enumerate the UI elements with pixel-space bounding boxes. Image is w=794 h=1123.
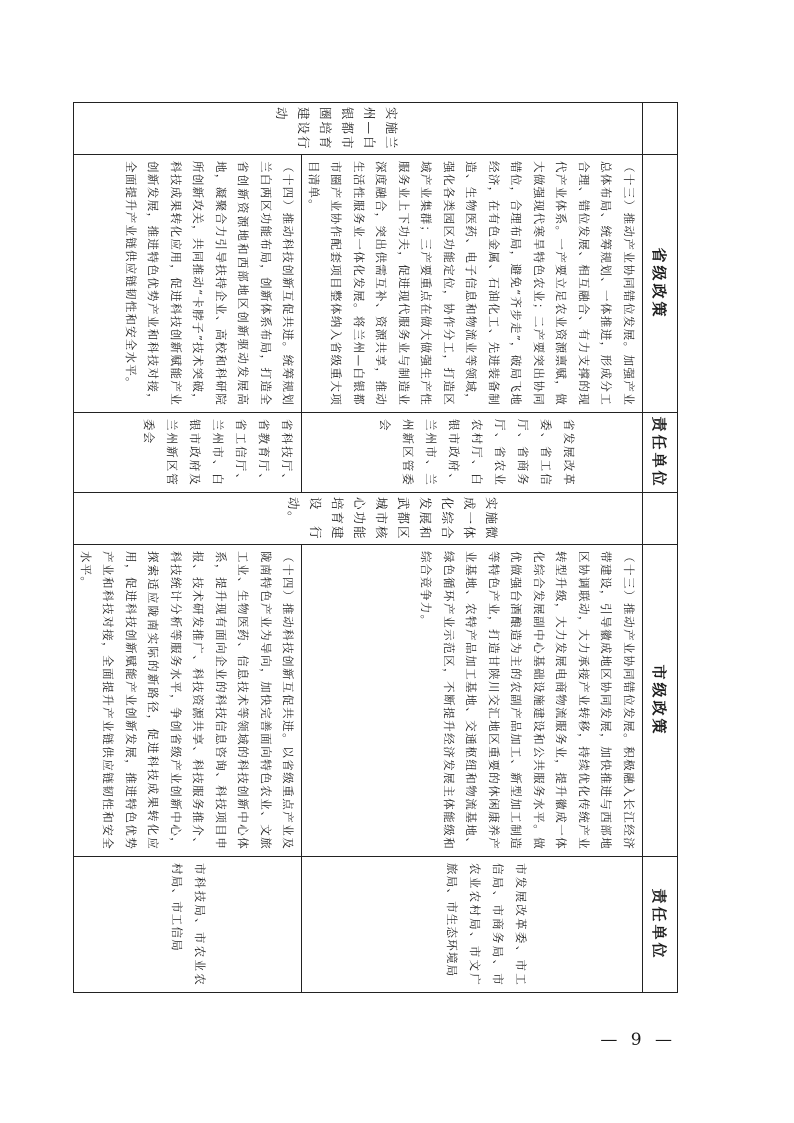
table-row bbox=[302, 103, 643, 993]
page-number: — 9 — bbox=[600, 1030, 676, 1050]
city-category-text: 实施微成一体化综合发展和武都区城市核心功能培育建设行动。 bbox=[286, 497, 499, 540]
policy-table bbox=[74, 102, 679, 993]
provincial-unit-cell bbox=[74, 413, 302, 493]
provincial-policy-text: （十三）推动产业协同错位发展。加强产业总体布局、统筹规划、一体推进，形成分工合理、错位发展、相互融合、有力支撑的现代产业体系。一产要立足农业资源禀赋，做大做强现代寒旱特色农业；二产要突出协同错位，合理布局，避免“齐步走”，破局飞地经济，在有色金属、石油化工、先进装备制造、生物医药、电子信息和物流业等领域，强化各类园区功能定位，协作分工，打造区域产业集群；三产要重点在做大做强生产性服务业上下功夫，促进现代服务业与制造业深度融合，突出供需互补、资源共享，推动生活性服务业一体化发展。将兰州—白银都市圈产业协作配套项目整体纳入省级重大项目清单。 bbox=[307, 161, 636, 406]
header-category bbox=[643, 103, 678, 155]
header-provincial-policy: 省级政策 bbox=[643, 155, 678, 413]
city-policy-cell bbox=[74, 545, 302, 857]
city-policy-text: （十三）推动产业协同错位发展。积极融入长江经济带建设，引导徽成地区协同发展，加快推进与西部地区协调联动，大力承接产业转移，持续优化传统产业转型升级，大力发展电商物流服务业，提升徽成一体化综合发展副中心基础设施建设和公共服务水平。做优做强台酒酿造为主的农副产品加工、新型加工制造等特色产业，打造甘陕川交汇地区重要的休闲康养产业基地、农特产品加工基地、交通枢纽和物流基地、绿色循环产业示范区，不断提升经济发展主体能级和综合竞争力。 bbox=[419, 551, 636, 850]
provincial-unit-text: 省发展改革委、省工信厅、省商务厅、省农业农村厅、白银市政府、兰州市、兰州新区管委会 bbox=[378, 419, 576, 486]
city-unit-text: 市发展改革委、市工信局、市商务局、市农业农村局、市文广旅局、市生态环境局 bbox=[445, 863, 528, 986]
table-row bbox=[74, 103, 302, 993]
header-provincial-unit: 责任单位 bbox=[643, 413, 678, 493]
header-city-policy: 市级政策 bbox=[643, 545, 678, 857]
city-unit-cell bbox=[302, 857, 643, 993]
header-row bbox=[643, 103, 678, 993]
city-unit-text: 市科技局、市农业农村局、市工信局 bbox=[170, 863, 208, 986]
city-category-cell bbox=[74, 493, 643, 545]
provincial-policy-text: （十四）推动科技创新互促共进。统筹规划兰白两区功能布局，创新体系布局，打造全省创新资源地和西部地区创新驱动发展高地，凝聚合力引导扶持企业、高校和科研院所创新攻关，共同推动“卡脖子”技术突破，科技成果转化应用，促进科技创新赋能产业创新发展，推进特色优势产业和科技对接，全面提升产业链供应链韧性和安全水平。 bbox=[124, 161, 296, 406]
category-text: 实施兰州—白银都市圈培育建设行动 bbox=[274, 107, 399, 150]
city-policy-text: （十四）推动科技创新互促共进。以省级重点产业及陇南特色产业为导向，加快完善面向特色农业、文旅工业、生物医药、信息技术等领域的科技创新中心体系，提升现有面向企业的科技信息咨询、科技项目申报、技术研发推广、科技资源共享、科技服务推介、科技统计分析等服务水平，争创省级产业创新中心，探索适应陇南实际的新路径，促进科技成果转化应用，促进科技创新赋能产业创新发展，推进特色优势产业和科技对接，全面提升产业链供应链韧性和安全水平。 bbox=[79, 551, 296, 850]
provincial-unit-cell bbox=[302, 413, 643, 493]
city-policy-cell bbox=[302, 545, 643, 857]
category-cell bbox=[74, 103, 643, 155]
provincial-policy-cell bbox=[302, 155, 643, 413]
rotated-table-stage bbox=[79, 102, 678, 992]
city-unit-cell bbox=[74, 857, 302, 993]
header-city-category bbox=[643, 493, 678, 545]
provincial-unit-text: 省科技厅、省教育厅、省工信厅、兰州市、白银市政府及兰州新区管委会 bbox=[142, 419, 295, 486]
provincial-policy-cell bbox=[74, 155, 302, 413]
header-city-unit: 责任单位 bbox=[643, 857, 678, 993]
